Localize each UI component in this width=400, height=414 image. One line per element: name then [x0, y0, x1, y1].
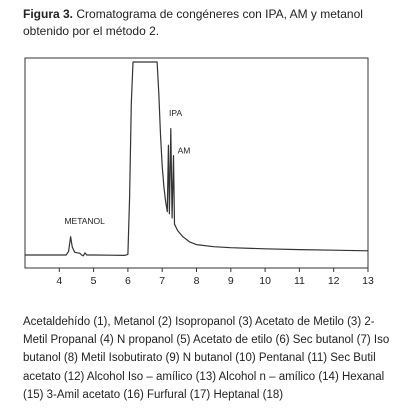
x-tick-label-6: 6: [124, 275, 131, 287]
x-tick-label-12: 12: [327, 275, 340, 287]
x-tick-label-8: 8: [193, 275, 200, 287]
peak-label-ipa: IPA: [169, 108, 183, 119]
x-tick-label-4: 4: [56, 275, 63, 287]
x-tick-label-11: 11: [293, 275, 305, 287]
x-tick-label-7: 7: [159, 275, 166, 287]
chromatogram-trace: [25, 62, 368, 256]
figure-caption-text: Cromatograma de congéneres con IPA, AM y metanol obtenido por el método 2.: [23, 7, 363, 38]
figure-label: Figura 3.: [23, 7, 74, 21]
peak-label-metanol: METANOL: [64, 216, 105, 227]
compound-legend: Acetaldehído (1), Metanol (2) Isopropanol (3) Acetato de Metilo (3) 2-Metil Propanal (4) N propanol (5) Acetato de etilo (6) Sec butanol (7) Iso butanol (8) Metil Isobutirato (9) N butanol (10) Pentanal (11) Sec Butil acetato (12) Alcohol Iso – amílico (13) Alcohol n – amílico (14) Hexanal (15) 3-Amil acetato (16) Furfural (17) Heptanal (18): [23, 316, 390, 401]
x-tick-label-9: 9: [227, 275, 234, 287]
x-tick-label-5: 5: [90, 275, 97, 287]
x-tick-label-13: 13: [362, 275, 374, 287]
x-axis-ticks: [56, 268, 374, 287]
plot-frame: [25, 58, 368, 268]
x-tick-label-10: 10: [259, 275, 271, 287]
trace-group: [25, 62, 368, 256]
peak-label-am: AM: [177, 145, 191, 156]
